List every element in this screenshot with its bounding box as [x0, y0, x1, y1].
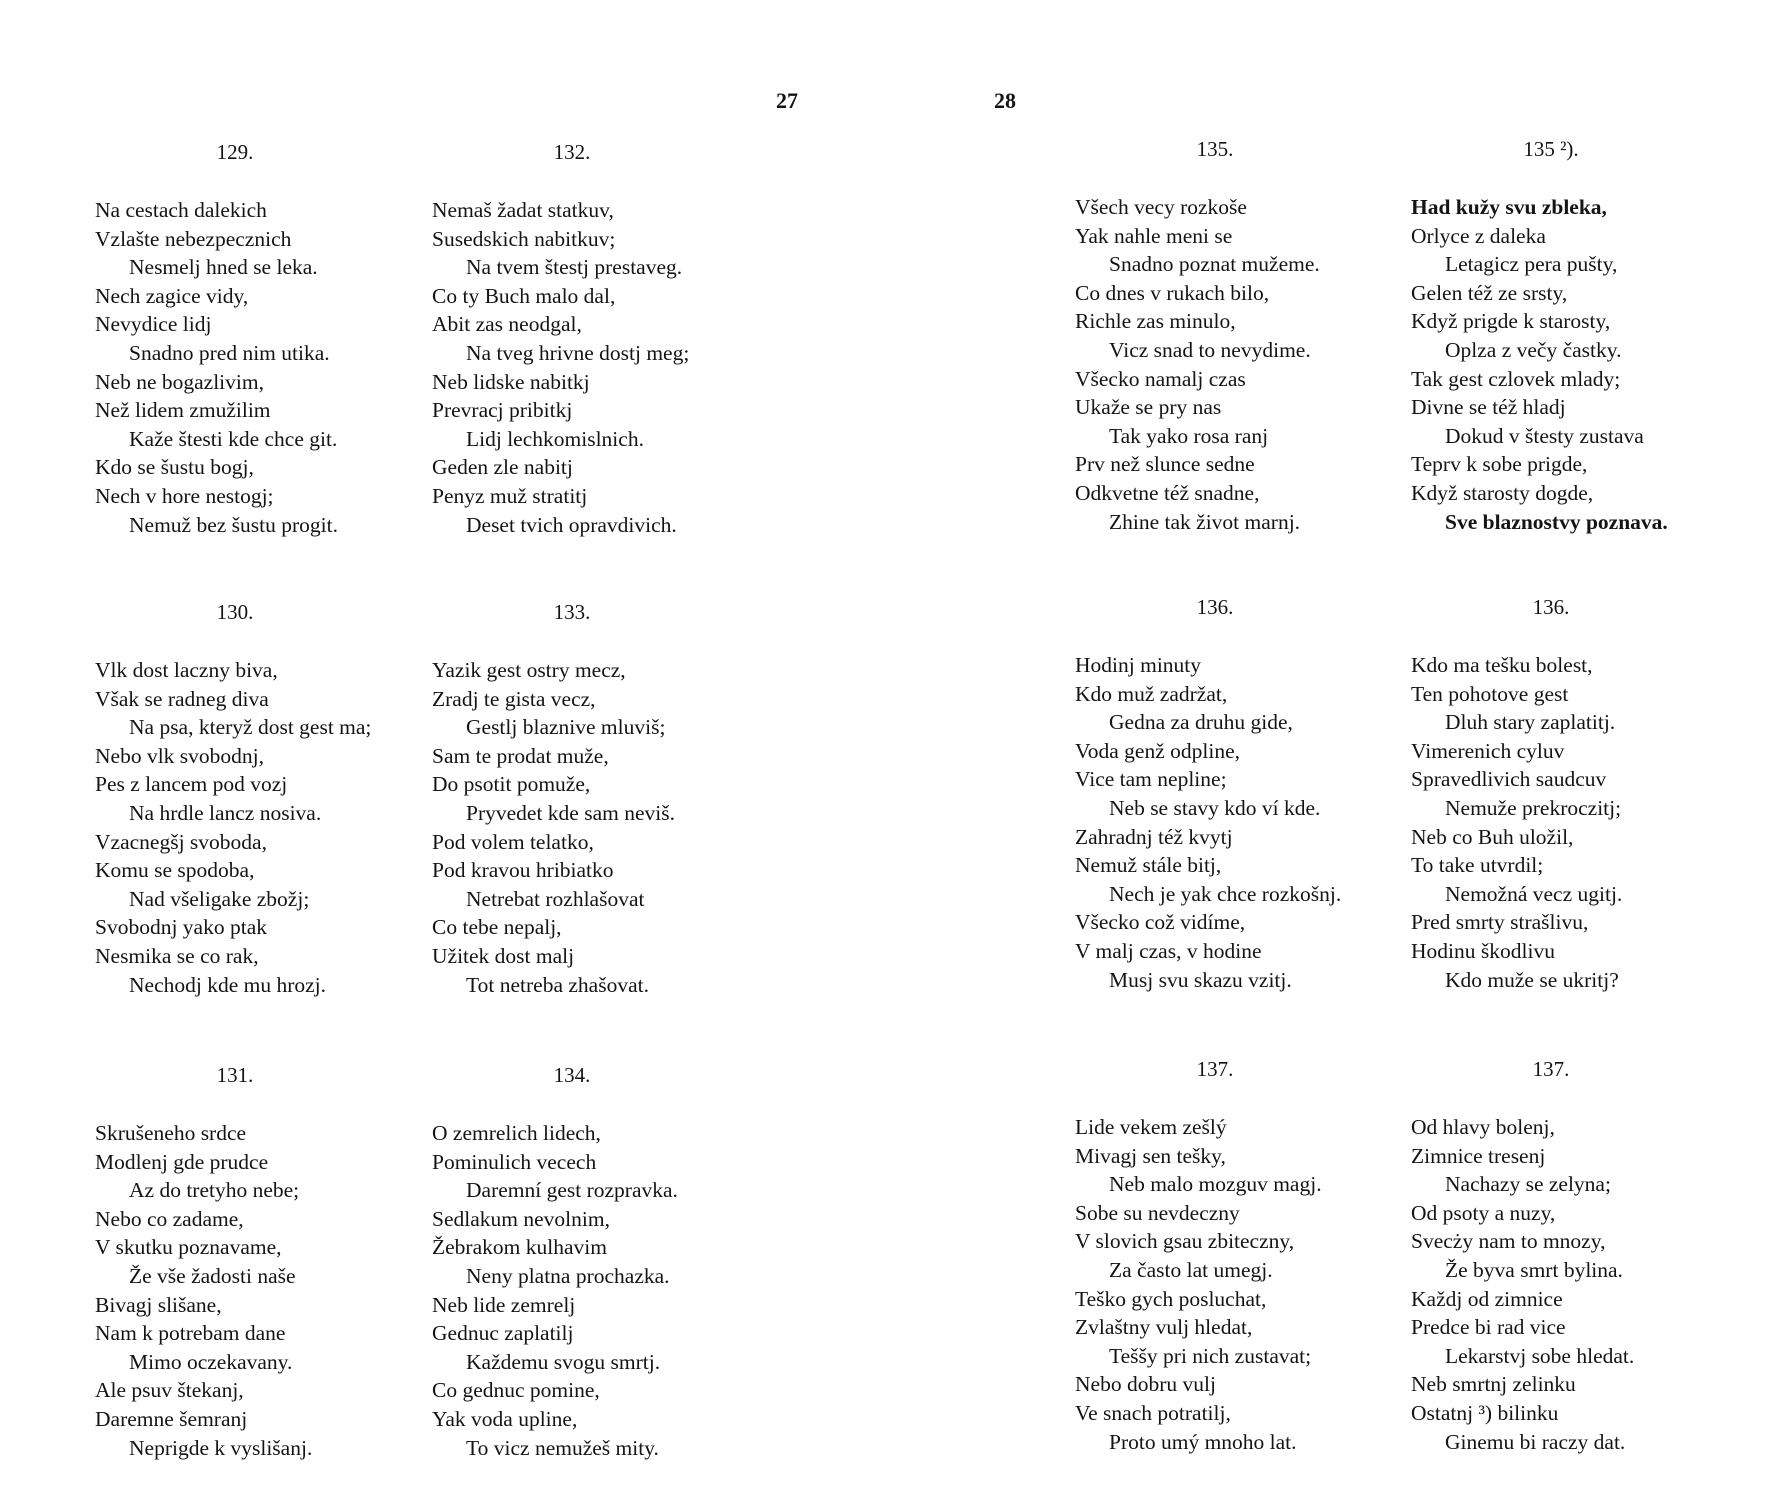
verse-line: Tak yako rosa ranj [1109, 423, 1269, 448]
stanza-number: 136. [1196, 595, 1234, 619]
verse-line: Kdo muž zadržat, [1075, 681, 1228, 706]
verse-line: Dokud v štesty zustava [1445, 423, 1644, 448]
verse-line: Od hlavy bolenj, [1411, 1115, 1555, 1139]
stanza-number: 133. [553, 600, 591, 624]
page-number-right: 28 [994, 88, 1016, 113]
verse-line: Hodinj minuty [1075, 653, 1202, 677]
verse-line: Na cestach dalekich [95, 198, 267, 222]
verse-line: To vicz nemužeš mity. [466, 1435, 659, 1460]
verse-line: Neb ne bogazlivim, [95, 369, 264, 394]
verse-line: Vlk dost laczny biva, [95, 658, 278, 682]
verse-line: Neny platna prochazka. [466, 1263, 670, 1288]
verse-line: Nech v hore nestogj; [95, 483, 274, 508]
verse-line: Geden zle nabitj [432, 455, 573, 480]
verse-line: Deset tvich opravdivich. [466, 512, 677, 537]
verse-line: Teško gych posluchat, [1075, 1286, 1267, 1311]
verse-line: Oplza z večy častky. [1445, 337, 1622, 362]
verse-line: Daremní gest rozpravka. [466, 1178, 678, 1203]
verse-line: Vicz snad to nevydime. [1109, 337, 1311, 362]
verse-line: Každemu svogu smrtj. [466, 1349, 661, 1374]
verse-line: Vzlašte nebezpecznich [95, 226, 292, 251]
verse-line: Vzacnegšj svoboda, [95, 829, 267, 854]
verse-line: Prv než slunce sedne [1075, 452, 1255, 477]
verse-line: Predce bi rad vice [1411, 1315, 1566, 1340]
verse-line: Nesmelj hned se leka. [129, 255, 318, 280]
verse-line: Sobe su nevdeczny [1075, 1200, 1240, 1225]
verse-line: Na psa, kteryž dost gest ma; [129, 715, 372, 740]
verse-line: Zvlaštny vulj hledat, [1075, 1315, 1253, 1340]
verse-line: Pryvedet kde sam neviš. [466, 800, 675, 825]
verse-line: Nevydice lidj [95, 312, 212, 337]
verse-line: Netrebat rozhlašovat [466, 886, 645, 911]
stanza-lines [432, 1119, 678, 1462]
verse-line: Na tvem štestj prestaveg. [466, 255, 683, 280]
verse-line: Nemuž stále bitj, [1075, 853, 1222, 878]
verse-line: Zradj te gista vecz, [432, 686, 596, 711]
verse-line: Susedskich nabitkuv; [432, 226, 616, 251]
verse-line: Do psotit pomuže, [432, 772, 591, 797]
verse-line: Žebrakom kulhavim [432, 1235, 607, 1260]
stanza-number: 135. [1196, 137, 1234, 161]
verse-line: Lekarstvj sobe hledat. [1445, 1343, 1635, 1368]
page-number-left: 27 [776, 88, 798, 113]
verse-line: Užitek dost malj [432, 943, 575, 968]
verse-line: Všecko což vidíme, [1075, 910, 1246, 935]
verse-line: Vice tam nepline; [1075, 767, 1227, 792]
verse-line: V slovich gsau zbiteczny, [1075, 1229, 1295, 1254]
stanza-number: 132. [553, 140, 591, 164]
verse-line: Každj od zimnice [1411, 1286, 1563, 1311]
verse-line: Ale psuv štekanj, [95, 1378, 244, 1403]
verse-line: Spravedlivich saudcuv [1411, 767, 1607, 792]
verse-line: Nebo co zadame, [95, 1206, 244, 1231]
verse-line: Vimerenich cyluv [1411, 738, 1565, 763]
verse-line: Dluh stary zaplatitj. [1445, 710, 1616, 735]
verse-line: Orlyce z daleka [1411, 223, 1546, 248]
stanza-lines [95, 656, 371, 999]
verse-line: Nebo dobru vulj [1075, 1372, 1216, 1397]
verse-line: Že vše žadosti naše [129, 1263, 296, 1288]
verse-line: Všecko namalj czas [1075, 366, 1246, 391]
verse-line: Sam te prodat muže, [432, 743, 609, 768]
verse-line: Yak voda upline, [432, 1406, 578, 1431]
verse-line: V malj czas, v hodine [1075, 938, 1262, 963]
verse-line: Nechodj kde mu hrozj. [129, 972, 327, 997]
stanza-lines [1411, 1113, 1634, 1456]
verse-line: Abit zas neodgal, [432, 312, 582, 337]
verse-line: Od psoty a nuzy, [1411, 1200, 1556, 1225]
verse-line: Neb lide zemrelj [432, 1292, 576, 1317]
verse-line: Gestlj blaznive mluviš; [466, 715, 666, 740]
verse-line: Na hrdle lancz nosiva. [129, 800, 322, 825]
stanza-lines [432, 656, 675, 999]
verse-line: Co dnes v rukach bilo, [1075, 280, 1270, 305]
verse-line: Gednuc zaplatilj [432, 1321, 574, 1346]
verse-line: Az do tretyho nebe; [129, 1178, 300, 1203]
verse-line: Pes z lancem pod vozj [95, 772, 288, 797]
verse-line: Ten pohotove gest [1411, 681, 1569, 706]
verse-line: Však se radneg diva [95, 686, 269, 711]
verse-line: Nachazy se zelyna; [1445, 1172, 1611, 1197]
stanza-number: 137. [1532, 1057, 1570, 1081]
stanza-lines [1411, 651, 1622, 994]
verse-line: Neb lidske nabitkj [432, 369, 590, 394]
verse-line: Co ty Buch malo dal, [432, 283, 616, 308]
verse-line: Nech zagice vidy, [95, 283, 249, 308]
verse-line: Nemaš žadat statkuv, [432, 198, 614, 222]
stanza-lines [95, 1119, 312, 1462]
verse-line: Ve snach potratilj, [1075, 1400, 1231, 1425]
verse-line: Mimo oczekavany. [129, 1349, 293, 1374]
verse-line: Zahradnj též kvytj [1075, 824, 1233, 849]
verse-line: Pod kravou hribiatko [432, 858, 614, 883]
verse-line: Že byva smrt bylina. [1445, 1257, 1623, 1282]
stanza-lines [1075, 1113, 1322, 1456]
verse-line: Sedlakum nevolnim, [432, 1206, 610, 1231]
verse-line: Penyz muž stratitj [432, 483, 588, 508]
verse-line: Skrušeneho srdce [95, 1121, 247, 1145]
verse-line: Yak nahle meni se [1075, 223, 1233, 248]
verse-line: Neb co Buh uložil, [1411, 824, 1574, 849]
verse-line: Neb malo mozguv magj. [1109, 1172, 1322, 1197]
verse-line: Voda genž odpline, [1075, 738, 1240, 763]
verse-line: Svecży nam to mnozy, [1411, 1229, 1606, 1254]
stanza-number: 131. [216, 1063, 254, 1087]
verse-line: Odkvetne též snadne, [1075, 480, 1260, 505]
verse-line: Richle zas minulo, [1075, 309, 1236, 334]
stanza-lines [1411, 193, 1668, 536]
verse-line: Lide vekem zešlý [1075, 1115, 1227, 1139]
verse-line: Svobodnj yako ptak [95, 915, 267, 940]
verse-line: Nad všeligake zbožj; [129, 886, 310, 911]
verse-line: Tot netreba zhašovat. [466, 972, 649, 997]
verse-line: Nech je yak chce rozkošnj. [1109, 881, 1342, 906]
verse-line: Teššy pri nich zustavat; [1109, 1343, 1312, 1368]
verse-line: Když starosty dogde, [1411, 480, 1594, 505]
stanza-lines [1075, 193, 1320, 536]
verse-line: Komu se spodoba, [95, 858, 255, 883]
stanza-lines [432, 196, 689, 539]
verse-line: O zemrelich lidech, [432, 1121, 601, 1145]
verse-line: Had kužy svu zbleka, [1411, 195, 1607, 219]
verse-line: Daremne šemranj [95, 1406, 248, 1431]
verse-line: Neb smrtnj zelinku [1411, 1372, 1576, 1397]
verse-line: Nemuž bez šustu progit. [129, 512, 338, 537]
verse-line: Gedna za druhu gide, [1109, 710, 1293, 735]
verse-line: Snadno poznat mužeme. [1109, 252, 1320, 277]
verse-line: Všech vecy rozkoše [1075, 195, 1247, 219]
verse-line: Neb se stavy kdo ví kde. [1109, 795, 1321, 820]
verse-line: Kdo se šustu bogj, [95, 455, 254, 480]
verse-line: Yazik gest ostry mecz, [432, 658, 626, 682]
verse-line: Letagicz pera pušty, [1445, 252, 1618, 277]
verse-line: Nemožná vecz ugitj. [1445, 881, 1623, 906]
verse-line: Snadno pred nim utika. [129, 340, 330, 365]
verse-line: Prevracj pribitkj [432, 398, 573, 423]
verse-line: Ukaže se pry nas [1075, 395, 1222, 420]
verse-line: Sve blaznostvy poznava. [1445, 509, 1668, 534]
stanza-number: 135 ²). [1523, 137, 1579, 161]
verse-line: Proto umý mnoho lat. [1109, 1429, 1297, 1454]
verse-line: Když prigde k starosty, [1411, 309, 1611, 334]
verse-line: Kdo muže se ukritj? [1445, 967, 1619, 992]
verse-line: Teprv k sobe prigde, [1411, 452, 1588, 477]
verse-line: Co tebe nepalj, [432, 915, 562, 940]
stanza-lines [95, 196, 338, 539]
stanza-number: 129. [216, 140, 254, 164]
verse-line: Pominulich vecech [432, 1149, 597, 1174]
stanza-number: 134. [553, 1063, 591, 1087]
verse-line: To take utvrdil; [1411, 853, 1544, 878]
verse-line: Mivagj sen tešky, [1075, 1143, 1226, 1168]
verse-line: Zhine tak život marnj. [1109, 509, 1301, 534]
verse-line: Než lidem zmužilim [95, 398, 271, 423]
verse-line: Divne se též hladj [1411, 395, 1566, 420]
verse-line: Ostatnj ³) bilinku [1411, 1400, 1559, 1425]
verse-line: Bivagj slišane, [95, 1292, 222, 1317]
verse-line: Co gednuc pomine, [432, 1378, 600, 1403]
verse-line: Za často lat umegj. [1109, 1257, 1273, 1282]
verse-line: Nam k potrebam dane [95, 1321, 286, 1346]
verse-line: Hodinu škodlivu [1411, 938, 1555, 963]
verse-line: V skutku poznavame, [95, 1235, 282, 1260]
verse-line: Lidj lechkomislnich. [466, 426, 644, 451]
stanza-number: 136. [1532, 595, 1570, 619]
verse-line: Pod volem telatko, [432, 829, 594, 854]
verse-line: Na tveg hrivne dostj meg; [466, 340, 690, 365]
verse-line: Modlenj gde prudce [95, 1149, 269, 1174]
verse-line: Nesmika se co rak, [95, 943, 259, 968]
verse-line: Tak gest czlovek mlady; [1411, 366, 1621, 391]
verse-line: Ginemu bi raczy dat. [1445, 1429, 1626, 1454]
verse-line: Kaže štesti kde chce git. [129, 426, 338, 451]
stanza-number: 137. [1196, 1057, 1234, 1081]
verse-line: Pred smrty strašlivu, [1411, 910, 1589, 935]
verse-line: Gelen též ze srsty, [1411, 280, 1568, 305]
verse-line: Kdo ma tešku bolest, [1411, 653, 1593, 677]
verse-line: Nemuže prekroczitj; [1445, 795, 1622, 820]
verse-line: Neprigde k vyslišanj. [129, 1435, 313, 1460]
verse-line: Nebo vlk svobodnj, [95, 743, 265, 768]
stanza-number: 130. [216, 600, 254, 624]
verse-line: Zimnice tresenj [1411, 1143, 1546, 1168]
stanza-lines [1075, 651, 1341, 994]
verse-line: Musj svu skazu vzitj. [1109, 967, 1292, 992]
